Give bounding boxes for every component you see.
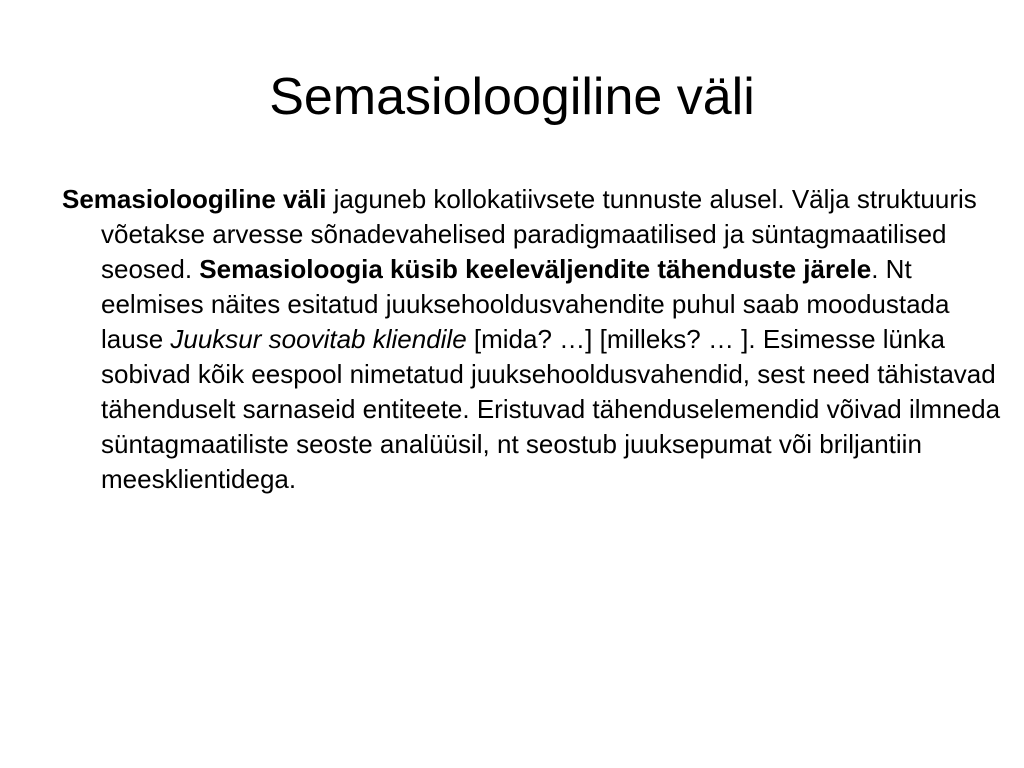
body-text-2: . Nt eelmises näites esitatud juuksehooldusvahendite puhul saab moodustada lause xyxy=(101,254,950,354)
question-bold-text: Semasioloogia küsib keeleväljendite tähenduste järele xyxy=(199,254,872,284)
slide-title: Semasioloogiline väli xyxy=(269,68,755,126)
example-italic-text: Juuksur soovitab kliendile xyxy=(170,324,467,354)
slide-body-paragraph xyxy=(62,182,1001,497)
term-bold-text: Semasioloogiline väli xyxy=(62,184,327,214)
body-text-3: [mida? …] [milleks? … ]. Esimesse lünka sobivad kõik eespool nimetatud juuksehooldusvahendid, sest need tähistavad tähenduselt sarnaseid entiteete. Eristuvad tähenduselemendid võivad ilmneda süntagmaatiliste seoste analüüsil, nt seostub juuksepumat või briljantiin meesklientidega. xyxy=(101,324,1001,494)
body-text-1: jaguneb kollokatiivsete tunnuste alusel. Välja struktuuris võetakse arvesse sõnadevahelised paradigmaatilised ja süntagmaatilised seosed. xyxy=(101,184,977,284)
